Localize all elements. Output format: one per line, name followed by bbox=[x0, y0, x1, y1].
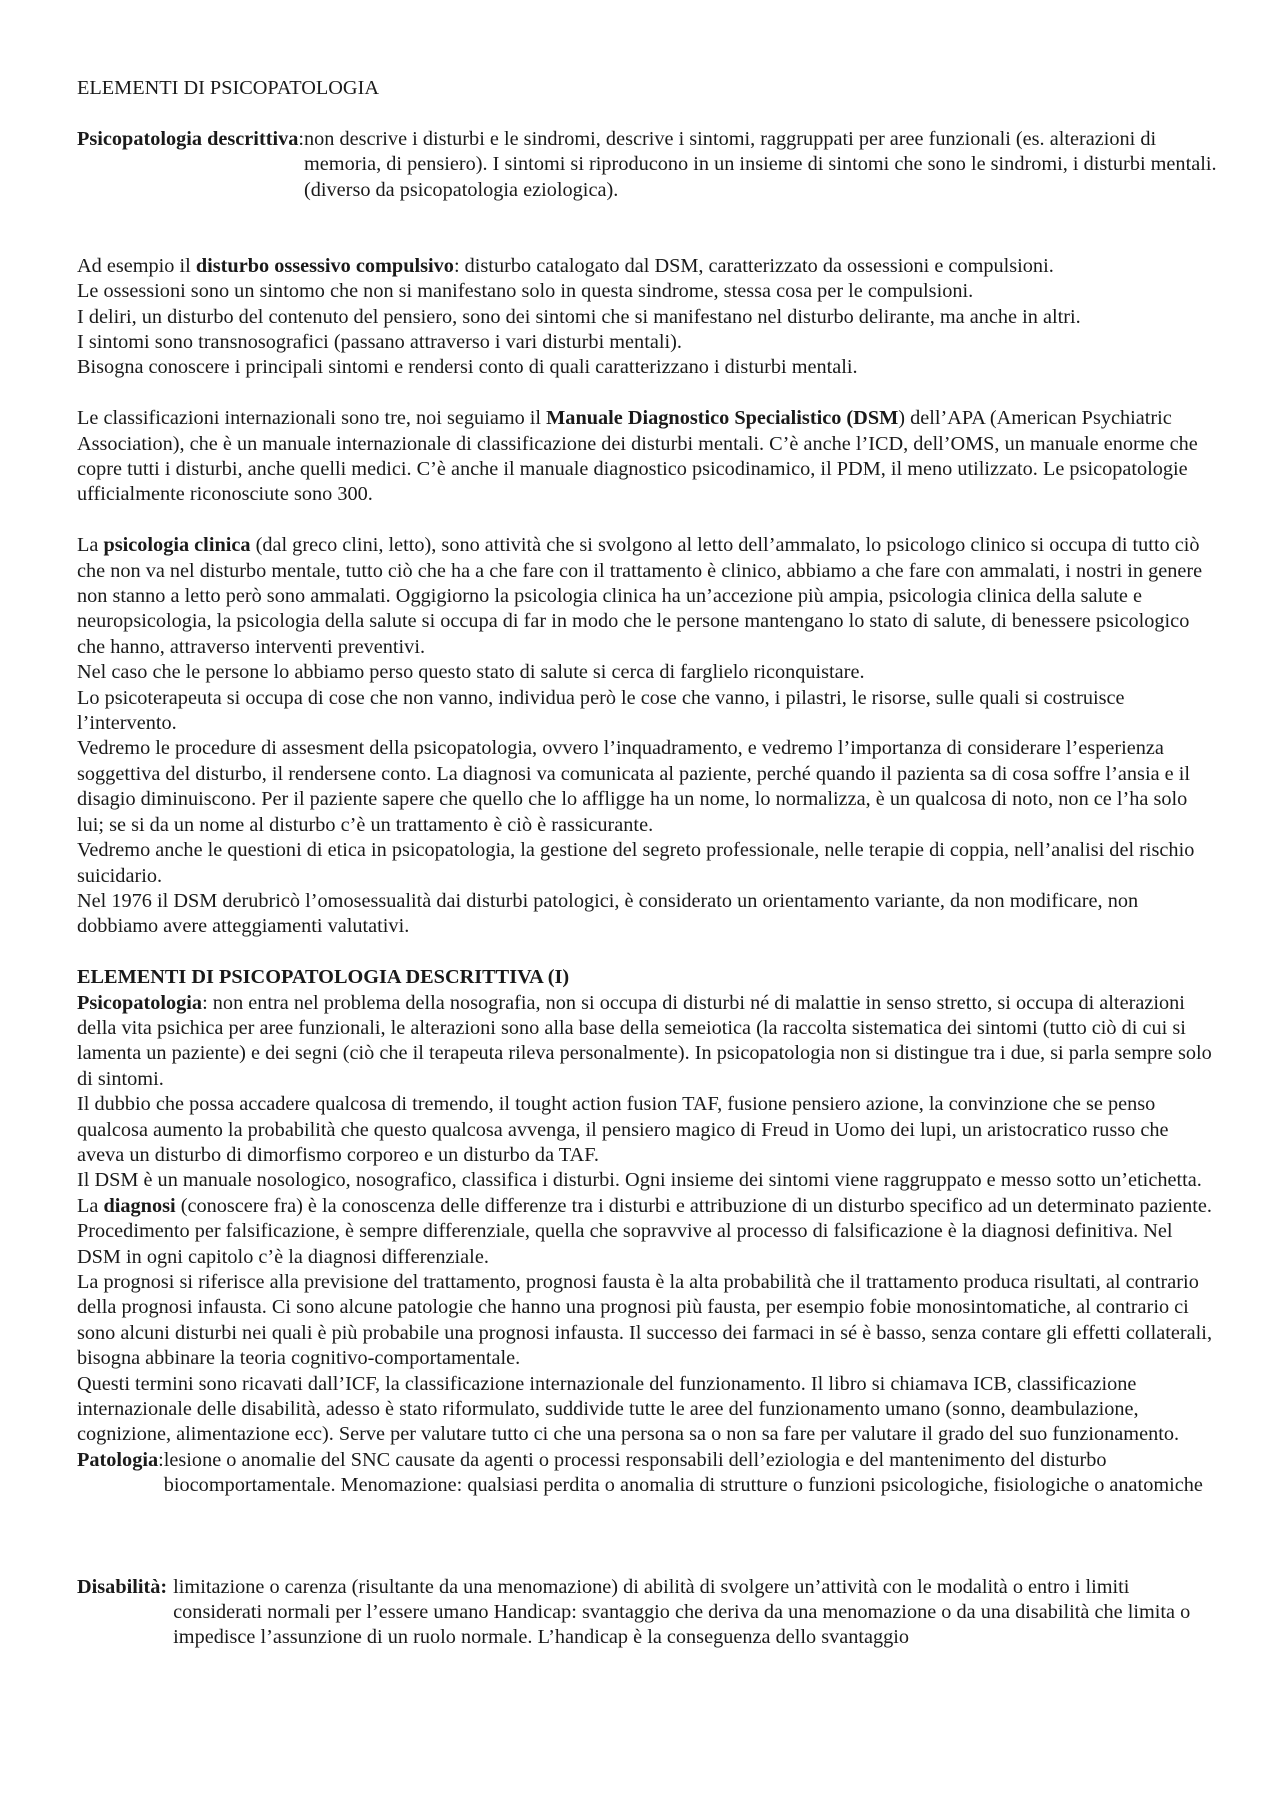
section-heading: ELEMENTI DI PSICOPATOLOGIA DESCRITTIVA (I) bbox=[77, 966, 570, 989]
bold-term: Psicopatologia bbox=[77, 991, 203, 1014]
paragraph-psicologia-clinica: La psicologia clinica (dal greco clini, letto), sono attività che si svolgono al letto dell’ammalato, lo psicologo clinico si occupa di tutto ciò che non va nel disturbo mentale, tutto ciò che ha a che fare con il trattamento è clinico, abbiamo a che fare con ammalati, i nostri in genere non stanno a letto però sono ammalati. Oggigiorno la psicologia clinica ha un’accezione più ampia, psicologia clinica della salute e neuropsicologia, la psicologia della salute si occupa di far in modo che le persone mantengano lo stato di salute, di benessere psicologico che hanno, attraverso interventi preventivi. Nel caso che le persone lo abbiamo perso questo stato di salute si cerca di farglielo riconquistare. Lo psicoterapeuta si occupa di cose che non vanno, individua però le cose che vanno, i pilastri, le risorse, sulle quali si costruisce l’intervento. Vedremo le procedure di assesment della psicopatologia, ovvero l’inquadramento, e vedremo l’importanza di considerare l’esperienza soggettiva del disturbo, il rendersene conto. La diagnosi va comunicata al paziente, perché quando il pazienta sa di cosa soffre l’ansia e il disagio diminuiscono. Per il paziente sapere che quello che lo affligge ha un nome, lo normalizza, è un qualcosa di noto, non ce l’ha solo lui; se si da un nome al disturbo c’è un trattamento è ciò è rassicurante. Vedremo anche le questioni di etica in psicopatologia, la gestione del segreto professionale, nelle terapie di coppia, nell’analisi del rischio suicidario. Nel 1976 il DSM derubricò l’omosessualità dai disturbi patologici, è considerato un orientamento variante, da non modificare, non dobbiamo avere atteggiamenti valutativi. bbox=[77, 534, 1203, 938]
bold-term: Manuale Diagnostico Specialistico (DSM bbox=[546, 407, 899, 430]
definition-patologia bbox=[77, 1448, 1217, 1499]
paragraph-doc: Ad esempio il disturbo ossessivo compulsivo: disturbo catalogato dal DSM, caratterizzato da ossessioni e compulsioni. Le ossessioni sono un sintomo che non si manifestano solo in questa sindrome, stessa cosa per le compulsioni. I deliri, un disturbo del contenuto del pensiero, sono dei sintomi che si manifestano nel disturbo delirante, ma anche in altri. I sintomi sono transnosografici (passano attraverso i vari disturbi mentali). Bisogna conoscere i principali sintomi e rendersi conto di quali caratterizzano i disturbi mentali. bbox=[77, 254, 1081, 379]
definition-text: limitazione o carenza (risultante da una menomazione) di abilità di svolgere un’attività con le modalità o entro i limiti considerati normali per l’essere umano Handicap: svantaggio che deriva da una menomazione o da una disabilità che limita o impedisce l’assunzione di un ruolo normale. L’handicap è la conseguenza dello svantaggio bbox=[173, 1575, 1191, 1649]
document-title: ELEMENTI DI PSICOPATOLOGIA bbox=[77, 77, 379, 99]
bold-term: diagnosi bbox=[103, 1194, 176, 1217]
definition-term: Disabilità: bbox=[77, 1575, 168, 1598]
section-descrittiva: ELEMENTI DI PSICOPATOLOGIA DESCRITTIVA (I) Psicopatologia: non entra nel problema della nosografia, non si occupa di disturbi né di malattie in senso stretto, si occupa di alterazioni della vita psichica per aree funzionali, le alterazioni sono alla base della semeiotica (la raccolta sistematica dei sintomi (tutto ciò di cui si lamenta un paziente) e dei segni (ciò che il terapeuta rileva personalmente). In psicopatologia non si distingue tra i due, si parla sempre solo di sintomi. Il dubbio che possa accadere qualcosa di tremendo, il tought action fusion TAF, fusione pensiero azione, la convinzione che se penso qualcosa aumento la probabilità che questo qualcosa avvenga, il pensiero magico di Freud in Uomo dei lupi, un aristocratico russo che aveva un disturbo di dimorfismo corporeo e un disturbo da TAF. Il DSM è un manuale nosologico, nosografico, classifica i disturbi. Ogni insieme dei sintomi viene raggruppato e messo sotto un’etichetta. La diagnosi (conoscere fra) è la conoscenza delle differenze tra i disturbi e attribuzione di un disturbo specifico ad un determinato paziente. Procedimento per falsificazione, è sempre differenziale, quella che sopravvive al processo di falsificazione è la diagnosi definitiva. Nel DSM in ogni capitolo c’è la diagnosi differenziale. La prognosi si riferisce alla previsione del trattamento, prognosi fausta è la alta probabilità che il trattamento produca risultati, al contrario della prognosi infausta. Ci sono alcune patologie che hanno una prognosi più fausta, per esempio fobie monosintomatiche, al contrario ci sono alcuni disturbi nei quali è più probabile una prognosi infausta. Il successo dei farmaci in sé è basso, senza contare gli effetti collaterali, bisogna abbinare la teoria cognitivo-comportamentale. Questi termini sono ricavati dall’ICF, la classificazione internazionale del funzionamento. Il libro si chiamava ICB, classificazione internazionale delle disabilità, adesso è stato riformulato, suddivide tutte le aree del funzionamento umano (sonno, deambulazione, cognizione, alimentazione ecc). Serve per valutare tutto ci che una persona sa o non sa fare per valutare il grado del suo funzionamento. bbox=[77, 965, 1217, 1448]
bold-term: disturbo ossessivo compulsivo bbox=[195, 254, 454, 277]
definition-disabilita bbox=[77, 1575, 1217, 1651]
bold-term: psicologia clinica bbox=[103, 534, 251, 557]
definition-text: lesione o anomalie del SNC causate da agenti o processi responsabili dell’eziologia e del mantenimento del disturbo biocomportamentale. Menomazione: qualsiasi perdita o anomalia di strutture o funzioni psicologiche, fisiologiche o anatomiche bbox=[163, 1448, 1203, 1497]
definition-text: non descrive i disturbi e le sindromi, descrive i sintomi, raggruppati per aree funzionali (es. alterazioni di memoria, di pensiero). I sintomi si riproducono in un insieme di sintomi che sono le sindromi, i disturbi mentali. (diverso da psicopatologia eziologica). bbox=[304, 127, 1217, 201]
paragraph-classificazioni: Le classificazioni internazionali sono tre, noi seguiamo il Manuale Diagnostico Specialistico (DSM) dell’APA (American Psychiatric Association), che è un manuale internazionale di classificazione dei disturbi mentali. C’è anche l’ICD, dell’OMS, un manuale enorme che copre tutti i disturbi, anche quelli medici. C’è anche il manuale diagnostico psicodinamico, il PDM, il meno utilizzato. Le psicopatologie ufficialmente riconosciute sono 300. bbox=[77, 407, 1198, 506]
definition-term: Psicopatologia descrittiva: bbox=[77, 127, 305, 150]
definition-psicopatologia-descrittiva bbox=[77, 127, 1217, 203]
document-body bbox=[77, 76, 1217, 1651]
definition-term: Patologia: bbox=[77, 1448, 164, 1471]
